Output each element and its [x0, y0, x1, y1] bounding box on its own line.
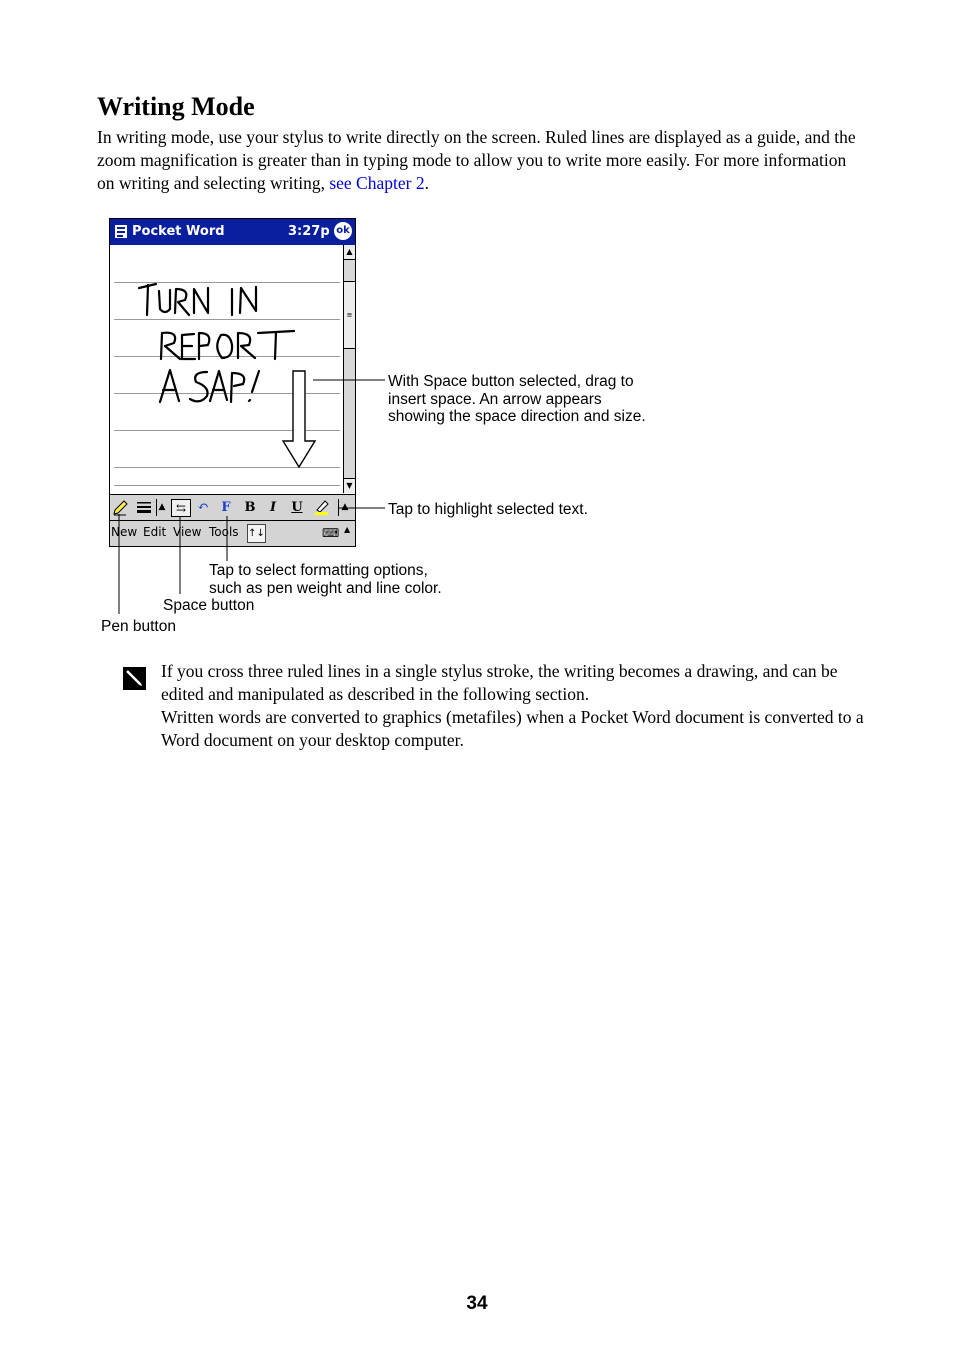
menu-view[interactable]: View: [173, 525, 202, 539]
ok-button[interactable]: ok: [334, 222, 352, 240]
intro-text: In writing mode, use your stylus to write directly on the screen. Ruled lines are displayed as a guide, and the zoom magnification is greater than in typing mode to allow you to write more easily. For more information on writing and selecting writing,: [97, 127, 856, 193]
keyboard-icon[interactable]: ⌨: [322, 526, 340, 540]
underline-button[interactable]: U: [291, 500, 303, 515]
format-callout: Tap to select formatting options, such as pen weight and line color.: [209, 562, 442, 597]
menu-new[interactable]: New: [111, 525, 138, 539]
space-drag-callout: With Space button selected, drag to insert space. An arrow appears showing the space direction and size.: [388, 373, 646, 425]
intro-text-end: .: [424, 173, 429, 193]
italic-button[interactable]: I: [269, 500, 277, 515]
scroll-thumb[interactable]: ≡: [344, 281, 355, 349]
bold-button[interactable]: B: [244, 500, 256, 515]
stylus-note-icon: [123, 667, 146, 690]
highlighter-dropdown-arrow-icon[interactable]: ▲: [338, 499, 351, 516]
clock: 3:27p: [288, 224, 330, 239]
space-button[interactable]: ⇆: [171, 499, 191, 517]
highlight-callout: Tap to highlight selected text.: [388, 501, 588, 518]
note-paragraph: Written words are converted to graphics (metafiles) when a Pocket Word document is converted to a Word document on your desktop computer.: [161, 707, 864, 750]
page-number: 34: [466, 1293, 488, 1314]
input-panel-arrow-icon[interactable]: ▲: [344, 525, 351, 534]
undo-icon[interactable]: ↶: [197, 499, 209, 515]
menu-tools[interactable]: Tools: [209, 525, 239, 539]
menu-edit[interactable]: Edit: [143, 525, 167, 539]
pen-weight-dropdown-arrow-icon[interactable]: ▲: [156, 499, 167, 516]
app-title: Pocket Word: [132, 224, 225, 239]
scroll-down-arrow-icon[interactable]: ▼: [344, 478, 355, 493]
section-heading: Writing Mode: [97, 92, 255, 121]
format-button[interactable]: F: [221, 500, 231, 515]
scroll-up-arrow-icon[interactable]: ▲: [344, 245, 355, 260]
direction-arrows-button[interactable]: ↑↓: [247, 524, 266, 543]
note-text: [161, 660, 871, 752]
note-paragraph: If you cross three ruled lines in a single stylus stroke, the writing becomes a drawing, and can be edited and manipulated as described in the following section.: [161, 661, 838, 704]
pen-button-callout: Pen button: [101, 618, 176, 635]
chapter-link[interactable]: see Chapter 2: [329, 173, 425, 193]
space-button-callout: Space button: [163, 597, 255, 614]
